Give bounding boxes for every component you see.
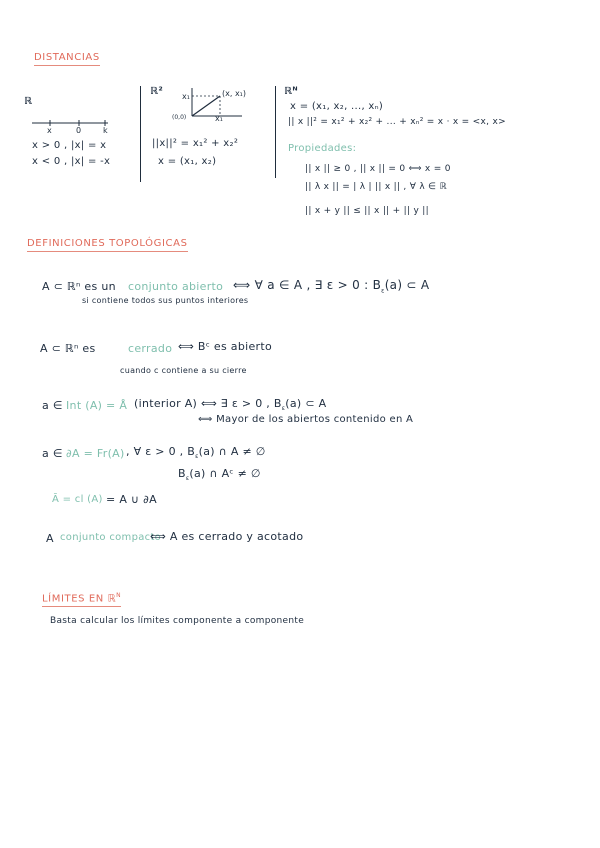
closure-definition: = A ∪ ∂A (106, 493, 157, 506)
epsilon-sub: ε (281, 405, 286, 413)
epsilon-sub: ε (195, 453, 199, 461)
axis-label-x: x (47, 126, 52, 135)
norm-rn: || x ||² = x₁² + x₂² + ... + xₙ² = x · x = <x, x> (288, 117, 506, 127)
boundary-ball: B (178, 467, 186, 480)
compact-condition: ⟺ A es cerrado y acotado (150, 530, 304, 543)
compact-term: conjunto compacto (60, 532, 162, 543)
origin-label: (0,0) (172, 114, 187, 121)
vector-rn: x = (x₁, x₂, ..., xₙ) (290, 101, 384, 112)
epsilon-sub: ε (381, 287, 385, 295)
closed-set-term: cerrado (128, 342, 173, 355)
heading-distancias: DISTANCIAS (34, 52, 100, 66)
interior-prefix: a ∈ (42, 399, 63, 412)
axis-label-0: 0 (76, 126, 82, 135)
open-set-term: conjunto abierto (128, 280, 224, 293)
boundary-condition-text: , ∀ ε > 0 , B (126, 445, 196, 458)
open-set-ball: (a) ⊂ A (384, 278, 430, 292)
property-2: || λ x || = | λ | || x || , ∀ λ ∈ ℝ (305, 182, 447, 192)
boundary-prefix: a ∈ (42, 447, 63, 460)
y-axis-label: x₁ (182, 92, 190, 101)
interior-note: ⟺ Mayor de los abiertos contenido en A (198, 414, 414, 425)
interior-term: Int (A) = Å (66, 399, 128, 412)
property-3: || x + y || ≤ || x || + || y || (305, 206, 429, 216)
open-set-note: si contiene todos sus puntos interiores (82, 296, 249, 305)
r2-symbol: ℝ² (150, 86, 163, 97)
closure-term: Ā = cl (A) (52, 494, 103, 505)
boundary-condition-2 (178, 467, 261, 482)
heading-definiciones: DEFINICIONES TOPOLÓGICAS (27, 238, 188, 252)
interior-condition-text: (interior A) ⟺ ∃ ε > 0 , B (134, 397, 282, 410)
heading-limites (42, 592, 121, 607)
norm-r2: ||x||² = x₁² + x₂² (152, 138, 239, 149)
boundary-condition (126, 445, 266, 460)
divider-2 (275, 86, 276, 178)
epsilon-sub: ε (185, 475, 190, 483)
point-label: (x, x₁) (222, 89, 247, 98)
vector-r2: x = (x₁, x₂) (158, 156, 217, 167)
open-set-condition-text: ⟺ ∀ a ∈ A , ∃ ε > 0 : B (233, 278, 382, 292)
interior-ball: (a) ⊂ A (285, 397, 327, 410)
heading-limites-sup: N (116, 592, 122, 599)
rn-symbol: ℝᴺ (284, 86, 298, 97)
abs-positive: x > 0 , |x| = x (32, 140, 107, 151)
open-set-prefix: A ⊂ ℝⁿ es un (42, 280, 116, 293)
boundary-complement-intersection: (a) ∩ Aᶜ ≠ ∅ (189, 467, 261, 480)
heading-limites-text: LÍMITES EN ℝ (42, 593, 117, 605)
interior-condition (134, 397, 326, 412)
x-axis-label: x₁ (215, 114, 223, 123)
r-symbol: ℝ (24, 96, 33, 107)
properties-title: Propiedades: (288, 143, 357, 154)
limits-text: Basta calcular los límites componente a componente (50, 616, 305, 626)
abs-negative: x < 0 , |x| = -x (32, 156, 111, 167)
axis-label-k: k (103, 126, 108, 135)
closed-set-condition: ⟺ Bᶜ es abierto (178, 340, 272, 353)
boundary-term: ∂A = Fr(A) (66, 447, 125, 460)
closed-set-note: cuando c contiene a su cierre (120, 366, 247, 375)
boundary-intersection: (a) ∩ A ≠ ∅ (198, 445, 266, 458)
property-1: || x || ≥ 0 , || x || = 0 ⟺ x = 0 (305, 164, 451, 174)
real-line-diagram (30, 117, 110, 133)
divider-1 (140, 86, 141, 182)
compact-prefix: A (46, 532, 54, 545)
open-set-condition (233, 278, 429, 294)
closed-set-prefix: A ⊂ ℝⁿ es (40, 342, 96, 355)
